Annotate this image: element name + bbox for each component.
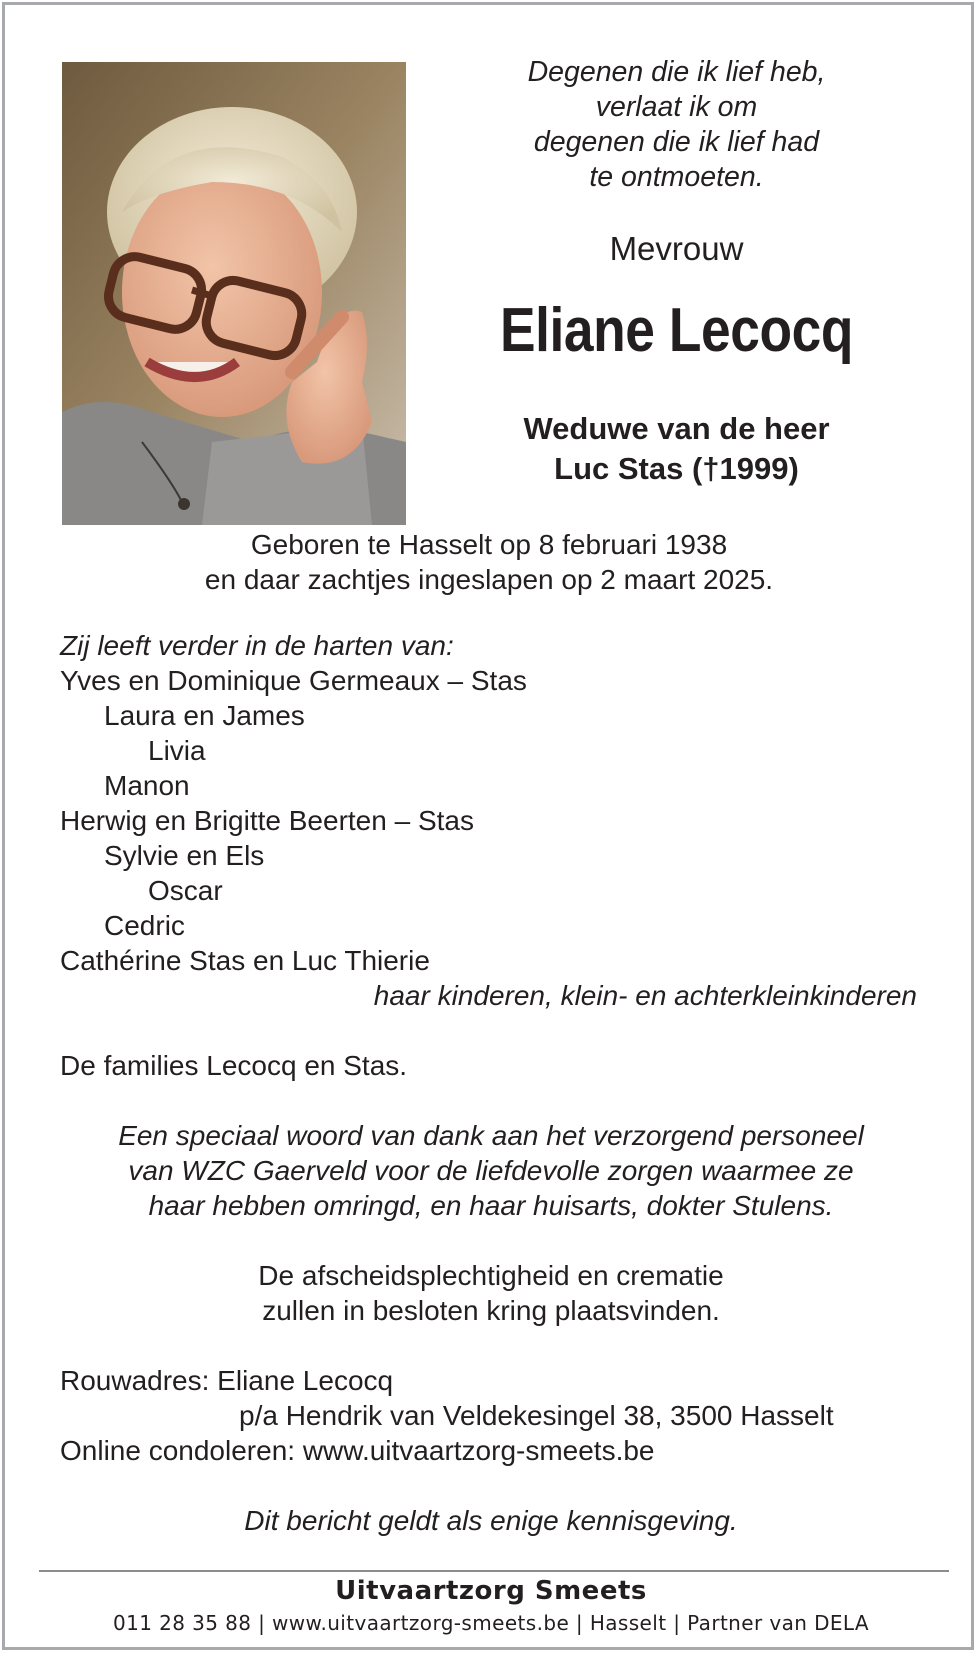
ceremony-line: zullen in besloten kring plaatsvinden. (262, 1295, 720, 1326)
poem-line: Degenen die ik lief heb, (527, 56, 826, 88)
family-member: Sylvie en Els (104, 840, 265, 871)
thanks-message (5, 1118, 977, 1223)
family-member: Herwig en Brigitte Beerten – Stas (60, 805, 474, 836)
poem-line: degenen die ik lief had (533, 126, 820, 158)
family-member: Cathérine Stas en Luc Thierie (60, 945, 430, 976)
widow-line: Luc Stas (†1999) (554, 451, 799, 486)
thanks-line: van WZC Gaerveld voor de liefdevolle zorgen waarmee ze (128, 1155, 854, 1186)
ceremony-line: De afscheidsplechtigheid en crematie (258, 1260, 724, 1291)
family-relation: haar kinderen, klein- en achterkleinkinderen (373, 980, 917, 1011)
family-member: Manon (104, 770, 190, 801)
deceased-name: Eliane Lecocq (500, 296, 853, 365)
life-dates (3, 527, 975, 597)
obituary-card (2, 2, 974, 1650)
poem-line: verlaat ik om (595, 91, 758, 123)
funeral-home-name: Uitvaartzorg Smeets (335, 1576, 647, 1606)
widow-line: Weduwe van de heer (523, 411, 830, 446)
family-member: Laura en James (104, 700, 305, 731)
birth-line: Geboren te Hasselt op 8 februari 1938 (250, 529, 728, 560)
family-intro: Zij leeft verder in de harten van: (60, 630, 454, 661)
mourning-address: p/a Hendrik van Veldekesingel 38, 3500 Hasselt (239, 1400, 834, 1431)
family-member: Yves en Dominique Germeaux – Stas (60, 665, 527, 696)
portrait-photo (62, 62, 406, 525)
thanks-line: haar hebben omringd, en haar huisarts, dokter Stulens. (148, 1190, 834, 1221)
footer-divider (39, 1570, 949, 1572)
families-line: De families Lecocq en Stas. (60, 1050, 408, 1081)
poem-line: te ontmoeten. (589, 161, 764, 193)
online-condolences: Online condoleren: www.uitvaartzorg-smeets.be (60, 1435, 655, 1466)
family-member: Oscar (148, 875, 223, 906)
opening-poem (465, 55, 888, 195)
family-member: Livia (148, 735, 206, 766)
ceremony-info (5, 1258, 977, 1328)
funeral-home-details: 011 28 35 88 | www.uitvaartzorg-smeets.be | Hasselt | Partner van DELA (112, 1611, 869, 1635)
widow-statement (465, 409, 888, 489)
thanks-line: Een speciaal woord van dank aan het verzorgend personeel (118, 1120, 864, 1151)
death-line: en daar zachtjes ingeslapen op 2 maart 2025. (204, 564, 774, 595)
notice-line: Dit bericht geldt als enige kennisgeving. (244, 1505, 738, 1536)
mourning-address-label: Rouwadres: Eliane Lecocq (60, 1365, 394, 1396)
family-member: Cedric (104, 910, 185, 941)
honorific-title: Mevrouw (609, 230, 744, 267)
